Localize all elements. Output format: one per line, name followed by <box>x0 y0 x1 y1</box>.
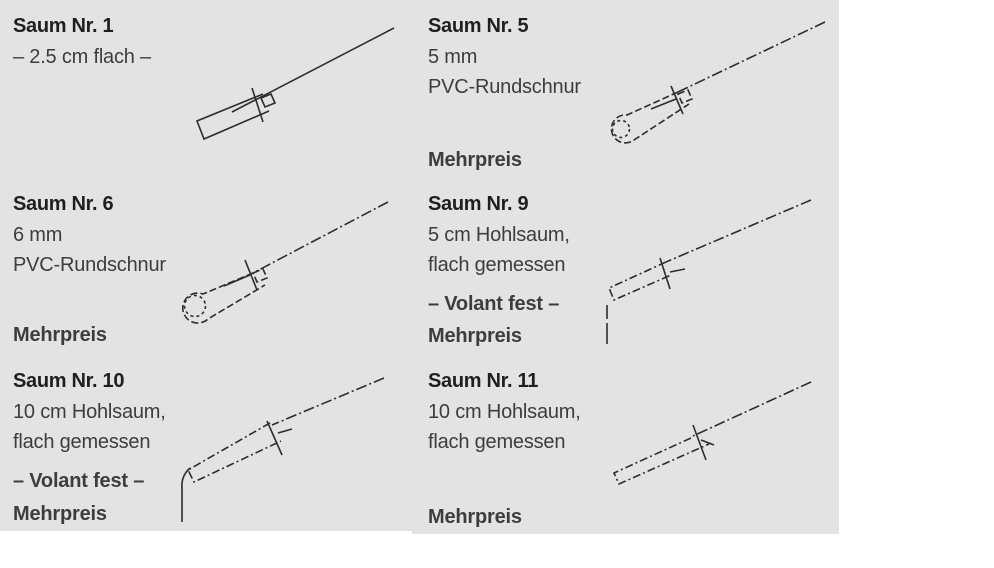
option-title: Saum Nr. 6 <box>13 193 114 215</box>
option-title: Saum Nr. 11 <box>428 370 539 392</box>
surcharge-label: Mehrpreis <box>428 325 522 347</box>
option-saum-1[interactable] <box>0 0 412 178</box>
option-saum-5[interactable] <box>412 0 839 178</box>
option-line: flach gemessen <box>428 431 566 453</box>
option-saum-6[interactable] <box>0 178 412 355</box>
volant-note: – Volant fest – <box>428 293 560 315</box>
option-line: flach gemessen <box>428 254 566 276</box>
surcharge-label: Mehrpreis <box>428 149 522 171</box>
option-title: Saum Nr. 1 <box>13 15 114 37</box>
option-saum-10[interactable] <box>0 355 412 531</box>
option-title: Saum Nr. 5 <box>428 15 529 37</box>
surcharge-label: Mehrpreis <box>13 503 107 525</box>
option-line: 10 cm Hohlsaum, <box>13 401 166 423</box>
option-title: Saum Nr. 9 <box>428 193 529 215</box>
option-saum-11[interactable] <box>412 355 839 534</box>
option-line: flach gemessen <box>13 431 151 453</box>
surcharge-label: Mehrpreis <box>13 324 107 346</box>
option-saum-9[interactable] <box>412 178 839 355</box>
volant-note: – Volant fest – <box>13 470 145 492</box>
option-line: PVC-Rundschnur <box>13 254 166 276</box>
option-line: 5 mm <box>428 46 478 68</box>
option-line: PVC-Rundschnur <box>428 76 581 98</box>
option-line: 5 cm Hohlsaum, <box>428 224 570 246</box>
option-line: 10 cm Hohlsaum, <box>428 401 581 423</box>
surcharge-label: Mehrpreis <box>428 506 522 528</box>
option-title: Saum Nr. 10 <box>13 370 125 392</box>
option-line: 6 mm <box>13 224 63 246</box>
option-line: – 2.5 cm flach – <box>13 46 151 68</box>
